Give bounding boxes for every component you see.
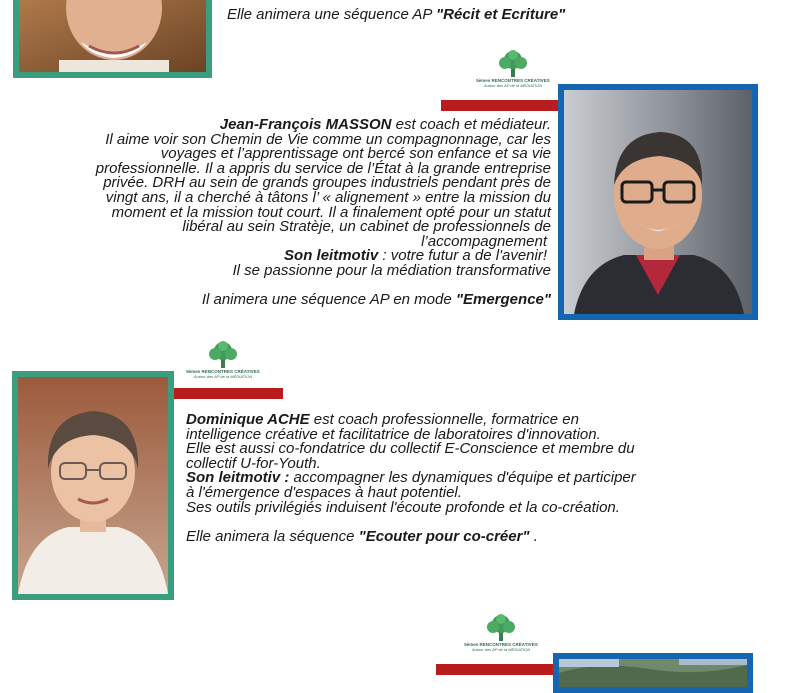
next-speaker-photo xyxy=(553,653,753,693)
event-logo: 5èmes RENCONTRES CRÉATIVES Autour des AP de la MÉDIATION xyxy=(183,341,263,379)
masson-heading: Jean-François MASSON est coach et médiateur. xyxy=(219,116,551,133)
masson-photo xyxy=(558,84,758,320)
ache-bio: Dominique ACHE est coach professionnelle, formatrice en intelligence créative et facilitatrice de laboratoires d'innovation. Elle est aussi co-fondatrice du collectif E-Conscience et membre du collectif U-for-Youth. Son leitmotiv : accompagner les dynamiques d'équipe et participer à l'émergence d'espaces à haut potentiel. Ses outils privilégiés induisent l'écoute profonde et la co-création. Elle animera la séquence "Ecouter pour co-créer" . xyxy=(186,411,636,545)
ache-leitmotiv: Son leitmotiv : accompagner les dynamiques d'équipe et participer xyxy=(186,469,636,487)
intro-session-line: Elle animera une séquence AP "Récit et Ecriture" xyxy=(227,6,566,23)
masson-leitmotiv: Son leitmotiv : votre futur a de l'avenir! xyxy=(284,247,547,265)
event-logo: 5èmes RENCONTRES CRÉATIVES Autour des AP de la MÉDIATION xyxy=(473,50,553,88)
woman-portrait-image xyxy=(18,377,168,594)
man-portrait-image xyxy=(564,90,752,314)
tree-icon xyxy=(496,50,530,78)
ache-heading: Dominique ACHE est coach professionnelle, formatrice en xyxy=(186,411,579,428)
masson-session: Il animera une séquence AP en mode "Emergence" xyxy=(201,291,551,309)
event-logo: 5èmes RENCONTRES CRÉATIVES Autour des AP de la MÉDIATION xyxy=(461,614,541,652)
tree-icon xyxy=(206,341,240,369)
woman-portrait-image xyxy=(19,0,206,72)
ache-photo xyxy=(12,371,174,600)
masson-bio: Jean-François MASSON est coach et médiateur. Il aime voir son Chemin de Vie comme un compagnonnage, car les voyages et l’apprentissage ont bercé son enfance et sa vie professionnelle. Il a appris du service de l’État à la grande entreprise privée. DRH au sein de grands groupes industriels pendant près de vingt ans, il a cherché à tâtons l’ « alignement » entre la mission du moment et la mission tout court. Il a finalement opté pour un statut libéral au sein Stratèje, un cabinet de professionnels de l’accompagnement Son leitmotiv : votre futur a de l'avenir! Il se passionne pour la médiation transformative Il animera une séquence AP en mode "Emergence" xyxy=(51,118,551,308)
landscape-image xyxy=(559,659,747,687)
ache-session: Elle animera la séquence "Ecouter pour co-créer" . xyxy=(186,527,538,545)
previous-speaker-photo xyxy=(13,0,212,78)
tree-icon xyxy=(484,614,518,642)
